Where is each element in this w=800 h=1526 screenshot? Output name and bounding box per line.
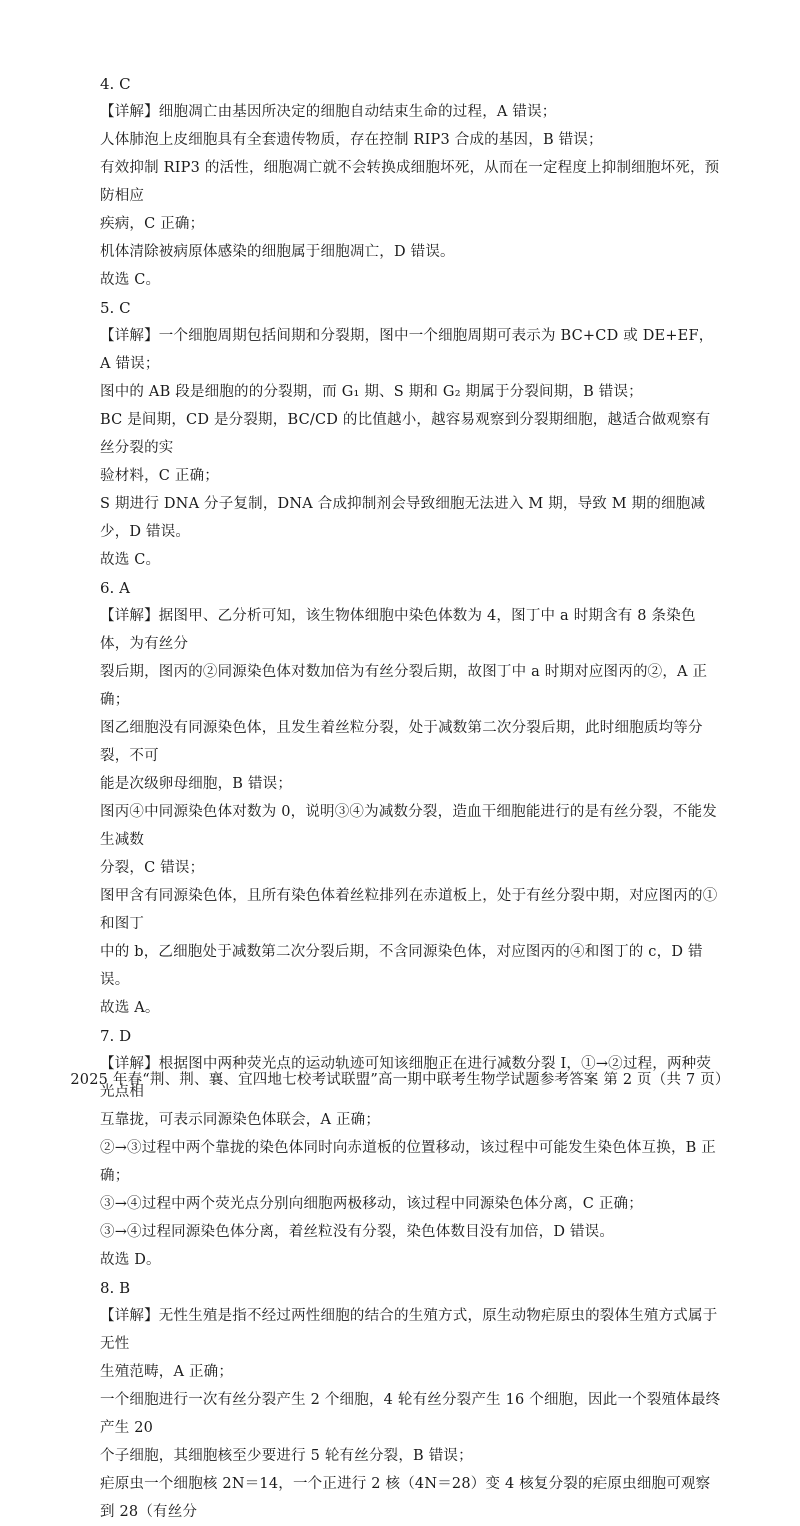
explanation-line: 疟原虫一个细胞核 2N＝14，一个正进行 2 核（4N＝28）变 4 核复分裂的疟原虫细胞可观察到 28（有丝分: [100, 1476, 711, 1520]
answer-item: [100, 1274, 724, 1526]
explanation-line: ②→③过程中两个靠拢的染色体同时向赤道板的位置移动，该过程中可能发生染色体互换，B 正确；: [100, 1140, 717, 1184]
explanation-line: ③→④过程同源染色体分离，着丝粒没有分裂，染色体数目没有加倍，D 错误。: [100, 1224, 615, 1240]
explanation-line: 中的 b，乙细胞处于减数第二次分裂后期，不含同源染色体，对应图丙的④和图丁的 c，D 错误。: [100, 944, 703, 988]
explanation-line: ③→④过程中两个荧光点分别向细胞两极移动，该过程中同源染色体分离，C 正确；: [100, 1196, 643, 1212]
answer-item: [100, 574, 724, 1022]
explanation-line: 分裂，C 错误；: [100, 860, 205, 876]
explanation-lead-line: 【详解】无性生殖是指不经过两性细胞的结合的生殖方式，原生动物疟原虫的裂体生殖方式属于无性: [100, 1308, 718, 1352]
answer-number: 4. C: [100, 75, 131, 93]
explanation-lead-line: 【详解】一个细胞周期包括间期和分裂期，图中一个细胞周期可表示为 BC+CD 或 DE+EF，A 错误；: [100, 328, 714, 372]
explanation-line: 故选 C。: [100, 272, 161, 288]
explanation-line: BC 是间期，CD 是分裂期，BC/CD 的比值越小，越容易观察到分裂期细胞，越适合做观察有丝分裂的实: [100, 412, 711, 456]
explanation-line: S 期进行 DNA 分子复制，DNA 合成抑制剂会导致细胞无法进入 M 期，导致 M 期的细胞减少，D 错误。: [100, 496, 706, 540]
explanation-lead-line: 【详解】细胞凋亡由基因所决定的细胞自动结束生命的过程，A 错误；: [100, 104, 557, 120]
explanation-line: 故选 A。: [100, 1000, 160, 1016]
explanation-line: 故选 C。: [100, 552, 161, 568]
explanation-line: 图丙④中同源染色体对数为 0，说明③④为减数分裂，造血干细胞能进行的是有丝分裂，不能发生减数: [100, 804, 717, 848]
explanation-lead-line: 【详解】据图甲、乙分析可知，该生物体细胞中染色体数为 4，图丁中 a 时期含有 8 条染色体，为有丝分: [100, 608, 696, 652]
explanation-line: 一个细胞进行一次有丝分裂产生 2 个细胞，4 轮有丝分裂产生 16 个细胞，因此一个裂殖体最终产生 20: [100, 1392, 721, 1436]
answer-item: [100, 70, 724, 294]
answer-number: 8. B: [100, 1279, 131, 1297]
explanation-line: 生殖范畴，A 正确；: [100, 1364, 234, 1380]
explanation-line: 验材料，C 正确；: [100, 468, 220, 484]
explanation-line: 个子细胞，其细胞核至少要进行 5 轮有丝分裂，B 错误；: [100, 1448, 473, 1464]
explanation-line: 图中的 AB 段是细胞的的分裂期，而 G₁ 期、S 期和 G₂ 期属于分裂间期，B 错误；: [100, 384, 643, 400]
explanation-line: 裂后期，图丙的②同源染色体对数加倍为有丝分裂后期，故图丁中 a 时期对应图丙的②，A 正确；: [100, 664, 708, 708]
explanation-lead-line: 【详解】根据图中两种荧光点的运动轨迹可知该细胞正在进行减数分裂 Ⅰ，①→②过程，两种荧光点相: [100, 1056, 712, 1100]
explanation-line: 互靠拢，可表示同源染色体联会，A 正确；: [100, 1112, 381, 1128]
explanation-line: 人体肺泡上皮细胞具有全套遗传物质，存在控制 RIP3 合成的基因，B 错误；: [100, 132, 603, 148]
answer-item: [100, 1022, 724, 1274]
explanation-line: 疾病，C 正确；: [100, 216, 205, 232]
answer-list: [100, 70, 724, 1526]
answer-number: 7. D: [100, 1027, 132, 1045]
answer-item: [100, 294, 724, 574]
answer-number: 6. A: [100, 579, 130, 597]
explanation-line: 故选 D。: [100, 1252, 161, 1268]
answer-number: 5. C: [100, 299, 131, 317]
explanation-line: 有效抑制 RIP3 的活性，细胞凋亡就不会转换成细胞坏死，从而在一定程度上抑制细胞坏死，预防相应: [100, 160, 720, 204]
page-footer: 2025 年春“荆、荆、襄、宜四地七校考试联盟”高一期中联考生物学试题参考答案 第 2 页（共 7 页）: [70, 1072, 730, 1088]
explanation-line: 机体清除被病原体感染的细胞属于细胞凋亡，D 错误。: [100, 244, 455, 260]
explanation-line: 能是次级卵母细胞，B 错误；: [100, 776, 293, 792]
answer-page: [100, 70, 724, 1526]
explanation-line: 图甲含有同源染色体，且所有染色体着丝粒排列在赤道板上，处于有丝分裂中期，对应图丙的①和图丁: [100, 888, 718, 932]
explanation-line: 图乙细胞没有同源染色体，且发生着丝粒分裂，处于减数第二次分裂后期，此时细胞质均等分裂，不可: [100, 720, 703, 764]
